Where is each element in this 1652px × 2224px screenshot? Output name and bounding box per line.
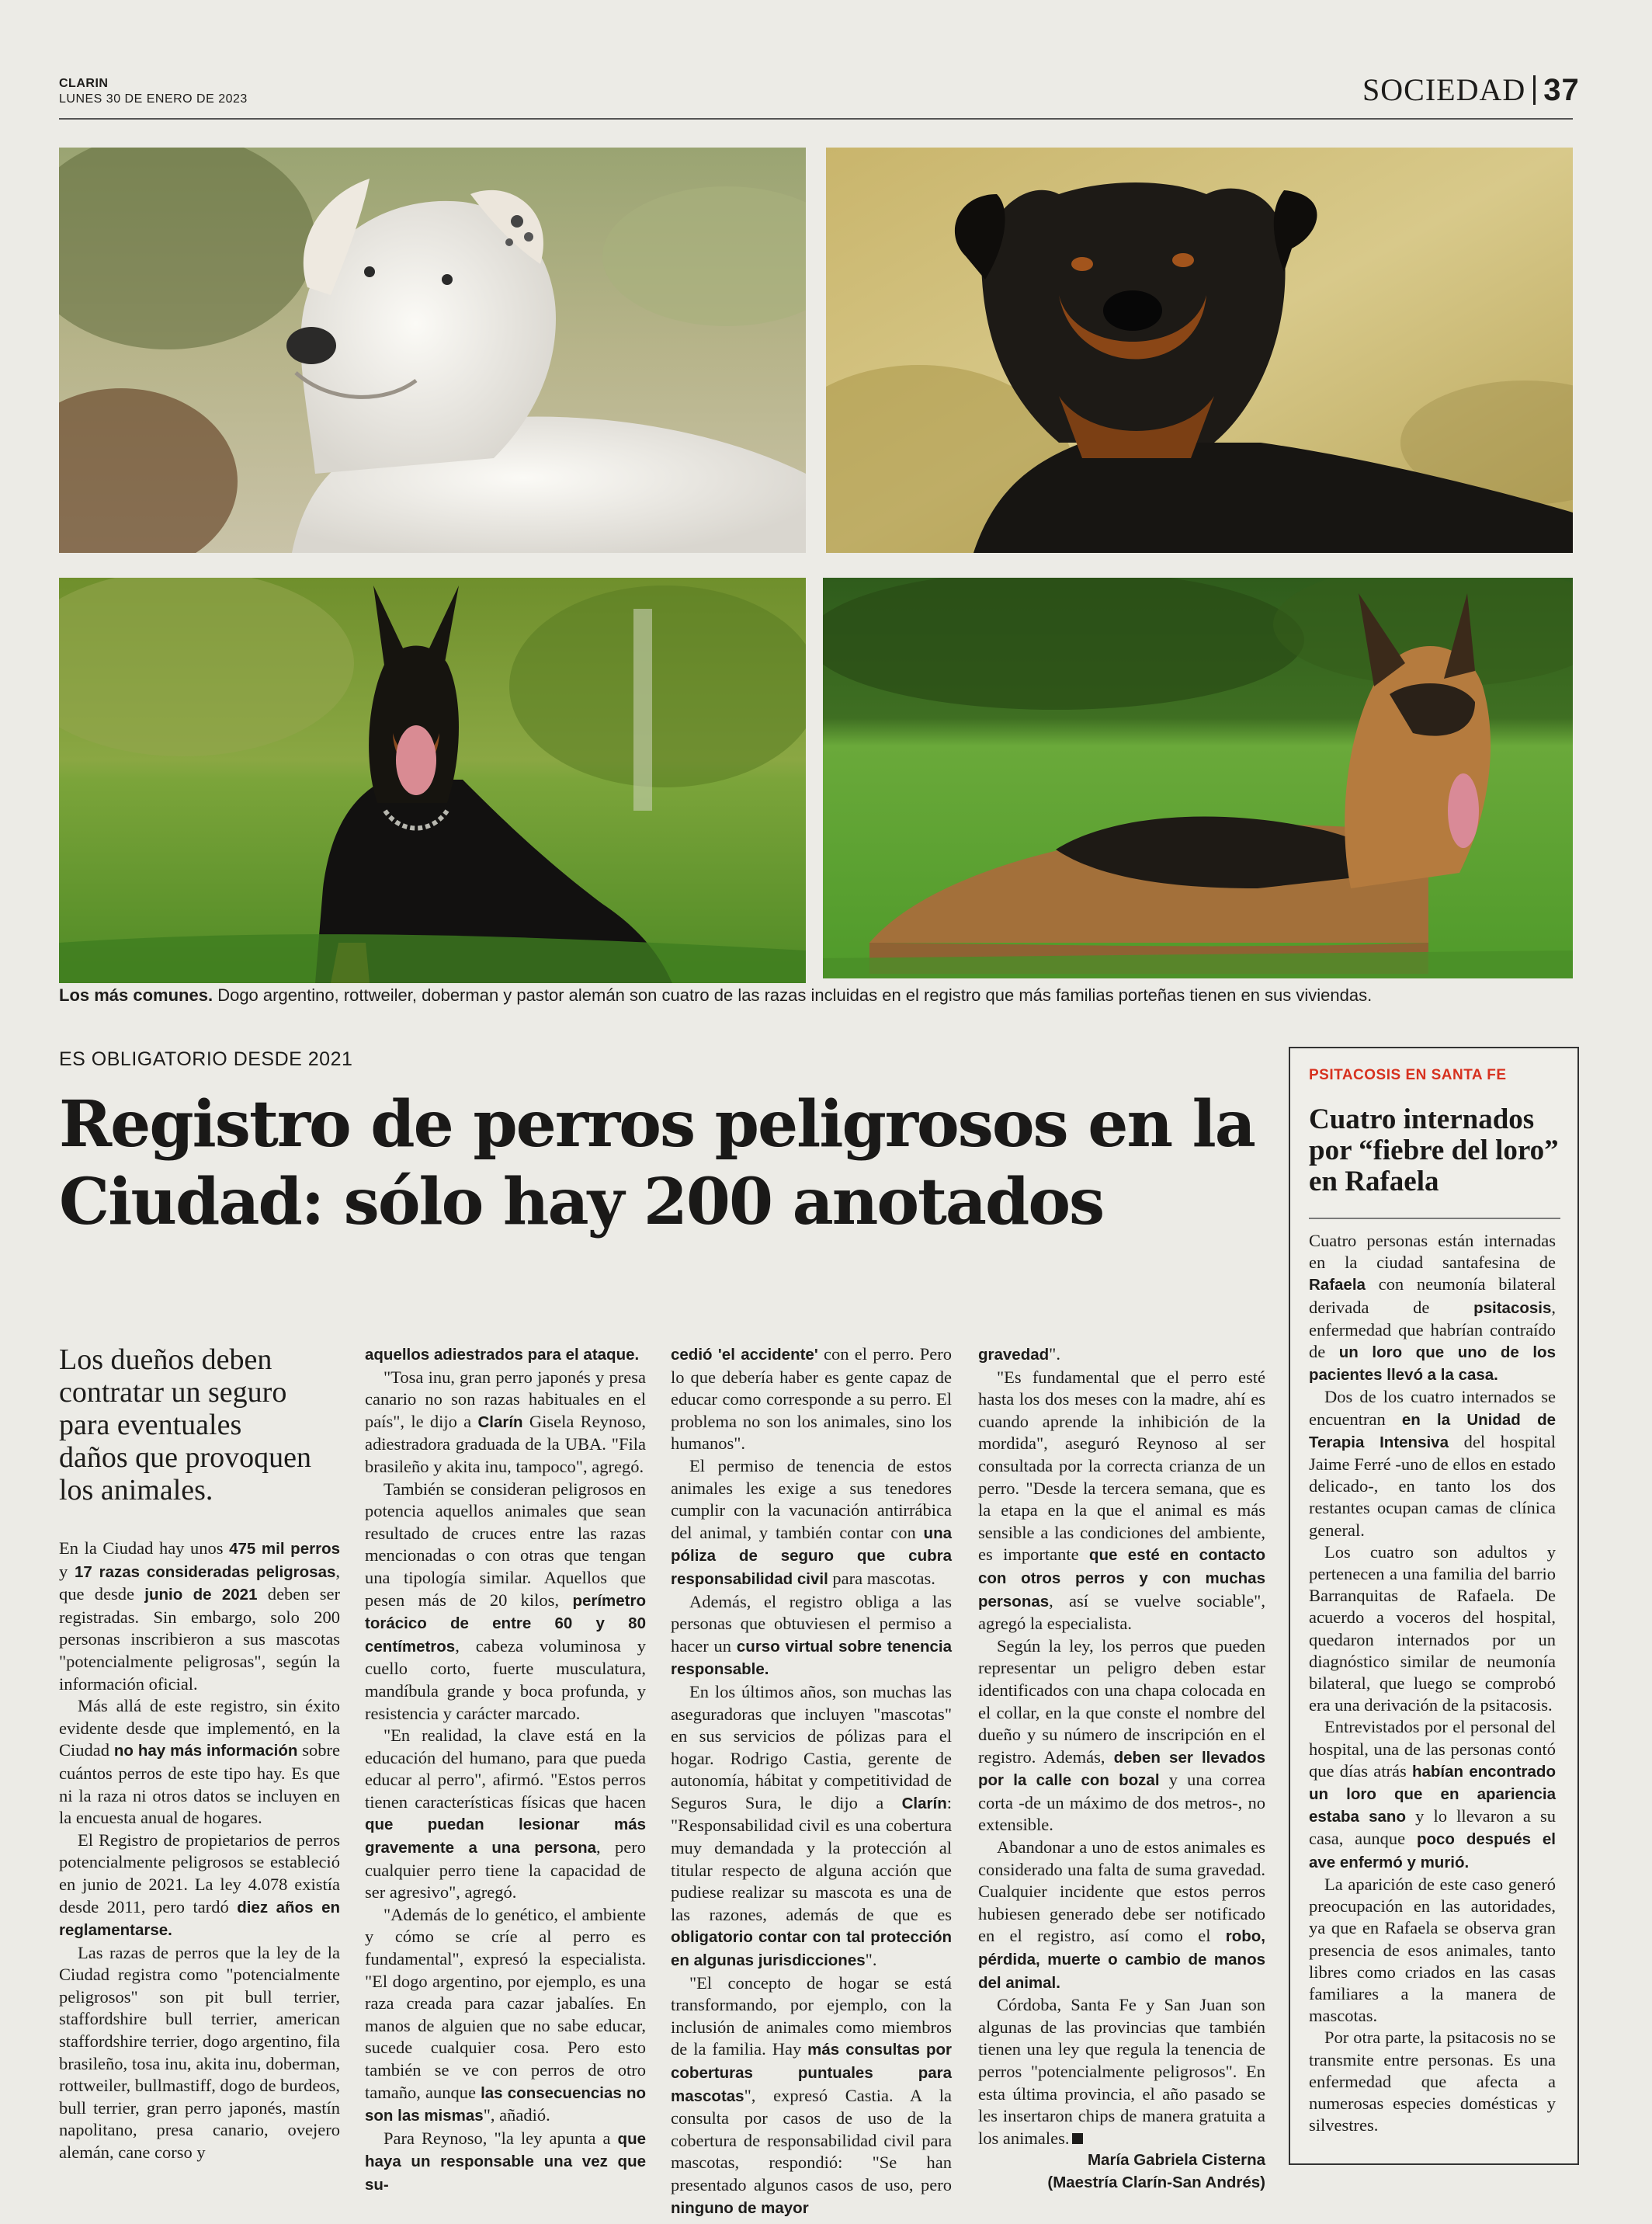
article-column-4 xyxy=(978,1343,1265,2194)
article-column-1 xyxy=(59,1538,340,2164)
article-paragraph: Las razas de perros que la ley de la Ciudad registra como "potencialmente peligrosos" son pit bull terrier, staffordshire bull terrier, american staffordshire terrier, dogo argentino, fila brasileño, tosa inu, akita inu, doberman, rottweiler, bullmastiff, dogo de burdeos, bull terrier, gran perro japonés, mastín napolitano, presa canario, ovejero alemán, cane corso y xyxy=(59,1942,340,2163)
article-paragraph: En la Ciudad hay unos 475 mil perros y 17 razas consideradas peligrosas, que desde junio de 2021 deben ser registradas. Sin embargo, solo 200 personas inscribieron a sus mascotas "potencialmente peligrosas", según la información oficial. xyxy=(59,1538,341,1694)
sidebar-kicker: PSITACOSIS EN SANTA FE xyxy=(1309,1067,1507,1083)
sidebar-paragraph: Por otra parte, la psitacosis no se transmite entre personas. Es una enfermedad que afecta a numerosas especies domésticas y silvestres. xyxy=(1309,2028,1556,2135)
article-paragraph: El permiso de tenencia de estos animales les exige a sus tenedores cumplir con la vacunación antirrábica del animal, y también contar con una póliza de seguro que cubra responsabilidad civil para mascotas. xyxy=(671,1455,952,1588)
page-number: 37 xyxy=(1543,73,1580,107)
article-paragraph: "En realidad, la clave está en la educación del humano, para que pueda educar al perro", afirmó. "Estos perros tienen características físicas que hacen que puedan lesionar más gravemente a una persona, pero cualquier perro tiene la capacidad de ser agresivo", agregó. xyxy=(365,1725,646,1903)
issue-date: LUNES 30 DE ENERO DE 2023 xyxy=(59,92,248,106)
caption-lead: Los más comunes. xyxy=(59,985,213,1005)
pastor-aleman-image xyxy=(823,578,1573,978)
article-paragraph: "Además de lo genético, el ambiente y cómo se críe al perro es fundamental", expresó la especialista. "El dogo argentino, por ejemplo, es una raza creada para cazar jabalíes. En manos de alguien que no sabe educar, sucede cualquier cosa. Pero esto también se ve con perros de otro tamaño, aunque las consecuencias no son las mismas", añadió. xyxy=(365,1904,646,2125)
sidebar-title: Cuatro internados por “fiebre del loro” en Rafaela xyxy=(1309,1103,1559,1197)
photo-doberman xyxy=(59,578,806,983)
end-of-article-mark xyxy=(1072,2133,1083,2144)
rottweiler-image xyxy=(826,148,1573,553)
author-affiliation: (Maestría Clarín-San Andrés) xyxy=(1047,2173,1265,2191)
article-paragraph: En los últimos años, son muchas las aseguradoras que incluyen "mascotas" en sus servicios de pólizas para el hogar. Rodrigo Castia, gerente de autonomía, hábitat y competitividad de Seguros Sura, le dijo a Clarín: "Responsabilidad civil es una cobertura muy demandada y la protección al titular respecto de alguna acción que pudiese realizar su mascota es una de las razones, además de que es obligatorio contar con tal protección en algunas jurisdicciones". xyxy=(671,1681,952,1970)
author-name: María Gabriela Cisterna xyxy=(1087,2151,1265,2170)
article-headline: Registro de perros peligrosos en la Ciudad: sólo hay 200 anotados xyxy=(59,1087,1255,1239)
photo-dogo-argentino xyxy=(59,148,806,553)
sidebar-rule xyxy=(1309,1218,1560,1219)
sidebar-paragraph: Los cuatro son adultos y pertenecen a una familia del barrio Barranquitas de Rafaela. De acuerdo a voceros del hospital, quedaron internados por un diagnóstico similar de neumonía bilateral, que luego se comprobó era una derivación de la psitacosis. xyxy=(1309,1541,1556,1715)
sidebar-paragraph: Dos de los cuatro internados se encuentran en la Unidad de Terapia Intensiva del hospital Jaime Ferré -uno de ellos en estado delicado-, en tanto los dos restantes ocupan camas de clínica general. xyxy=(1309,1387,1556,1540)
caption-text: Dogo argentino, rottweiler, doberman y pastor alemán son cuatro de las razas incluidas en el registro que más familias porteñas tienen en sus viviendas. xyxy=(213,985,1373,1005)
article-paragraph: El Registro de propietarios de perros potencialmente peligrosos se estableció en junio de 2021. La ley 4.078 existía desde 2011, pero tardó diez años en reglamentarse. xyxy=(59,1830,340,1940)
photo-caption xyxy=(59,985,1573,1006)
article-paragraph: cedió 'el accidente' con el perro. Pero lo que debería haber es gente capaz de educar como corresponde a su perro. El problema no son los animales, sino los humanos". xyxy=(671,1344,952,1454)
article-kicker: ES OBLIGATORIO DESDE 2021 xyxy=(59,1048,353,1070)
sidebar-body xyxy=(1309,1230,1556,2136)
sidebar-paragraph: La aparición de este caso generó preocupación en las autoridades, ya que en Rafaela se observa gran presencia de esos animales, tanto libres como criados en las casas familiares a la manera de mascotas. xyxy=(1309,1874,1556,2026)
photo-rottweiler xyxy=(826,148,1573,553)
sidebar-paragraph: Entrevistados por el personal del hospital, una de las personas contó que días atrás habían encontrado un loro que en apariencia estaba sano y lo llevaron a su casa, aunque poco después el ave enfermó y murió. xyxy=(1309,1717,1556,1871)
article-paragraph: "El concepto de hogar se está transformando, por ejemplo, con la inclusión de animales como miembros de la familia. Hay más consultas por coberturas puntuales para mascotas", expresó Castia. A la consulta por casos de uso de la cobertura de responsabilidad civil para mascotas, respondió: "Se han presentado algunos casos de uso, pero ninguno de mayor xyxy=(671,1972,952,2217)
article-paragraph: Más allá de este registro, sin éxito evidente desde que implementó, en la Ciudad no hay más información sobre cuántos perros de este tipo hay. Es que ni la raza ni otros datos se incluyen en la encuesta anual de hogares. xyxy=(59,1696,340,1828)
article-paragraph: aquellos adiestrados para el ataque. xyxy=(365,1346,640,1364)
article-paragraph: Córdoba, Santa Fe y San Juan son algunas de las provincias que también tienen una ley que regula la tenencia de perros "potencialmente peligrosos". En esta última provincia, el año pasado se les insertaron chips de manera gratuita a los animales. xyxy=(978,1995,1265,2148)
article-deck: Los dueños deben contratar un seguro para eventuales daños que provoquen los animales. xyxy=(59,1343,312,1506)
masthead xyxy=(59,76,248,107)
paper-name: CLARIN xyxy=(59,77,109,90)
dogo-argentino-image xyxy=(59,148,806,553)
sidebar-paragraph: Cuatro personas están internadas en la ciudad santafesina de Rafaela con neumonía bilateral derivada de psitacosis, enfermedad que habrían contraído de un loro que uno de los pacientes llevó a la casa. xyxy=(1309,1231,1556,1385)
photo-pastor-aleman xyxy=(823,578,1573,978)
article-paragraph: gravedad". xyxy=(978,1344,1060,1364)
article-paragraph: Según la ley, los perros que pueden representar un peligro deben estar identificados con una chapa colocada en el collar, en la que conste el nombre del dueño y su número de inscripción en el registro. Además, deben ser llevados por la calle con bozal y una correa corta -de un máximo de dos metros-, no extensible. xyxy=(978,1635,1265,1835)
article-paragraph: Para Reynoso, "la ley apunta a que haya un responsable una vez que su- xyxy=(365,2128,646,2194)
article-column-2 xyxy=(365,1343,646,2197)
article-paragraph: Abandonar a uno de estos animales es considerado una falta de suma gravedad. Cualquier incidente que estos perros hubiesen generado debe ser notificado en el registro, así como el robo, pérdida, muerte o cambio de manos del animal. xyxy=(978,1837,1265,1992)
article-column-3 xyxy=(671,1343,952,2219)
article-paragraph: "Es fundamental que el perro esté hasta los dos meses con la madre, ahí es cuando aprende la inhibición de la mordida", aseguró Reynoso al ser consultada por la correcta crianza de un perro. "Desde la tercera semana, que es la etapa en la que el animal es más sensible a las condiciones del ambiente, es importante que esté en contacto con otros perros y con muchas personas, así se vuelve sociable", agregó la especialista. xyxy=(978,1367,1265,1634)
section-label xyxy=(1362,73,1580,107)
article-paragraph: "Tosa inu, gran perro japonés y presa canario no son razas habituales en el país", le dijo a Clarín Gisela Reynoso, adiestradora graduada de la UBA. "Fila brasileño y akita inu, tampoco", agregó. xyxy=(365,1367,647,1476)
header-divider xyxy=(1533,75,1536,105)
article-paragraph: También se consideran peligrosos en potencia aquellos animales que sean resultado de cruces entre las razas mencionadas o con otras que tengan una tipología similar. Aquellos que pesen más de 20 kilos, perímetro torácico de entre 60 y 80 centímetros, cabeza voluminosa y cuello corto, fuerte musculatura, mandíbula grande y boca profunda, y resistencia y carácter marcado. xyxy=(365,1479,646,1723)
doberman-image xyxy=(59,578,806,983)
sidebar-box xyxy=(1289,1047,1579,2165)
header-rule xyxy=(59,118,1573,120)
section-name: SOCIEDAD xyxy=(1362,72,1526,107)
article-paragraph: Además, el registro obliga a las personas que obtuviesen el permiso a hacer un curso virtual sobre tenencia responsable. xyxy=(671,1591,952,1679)
